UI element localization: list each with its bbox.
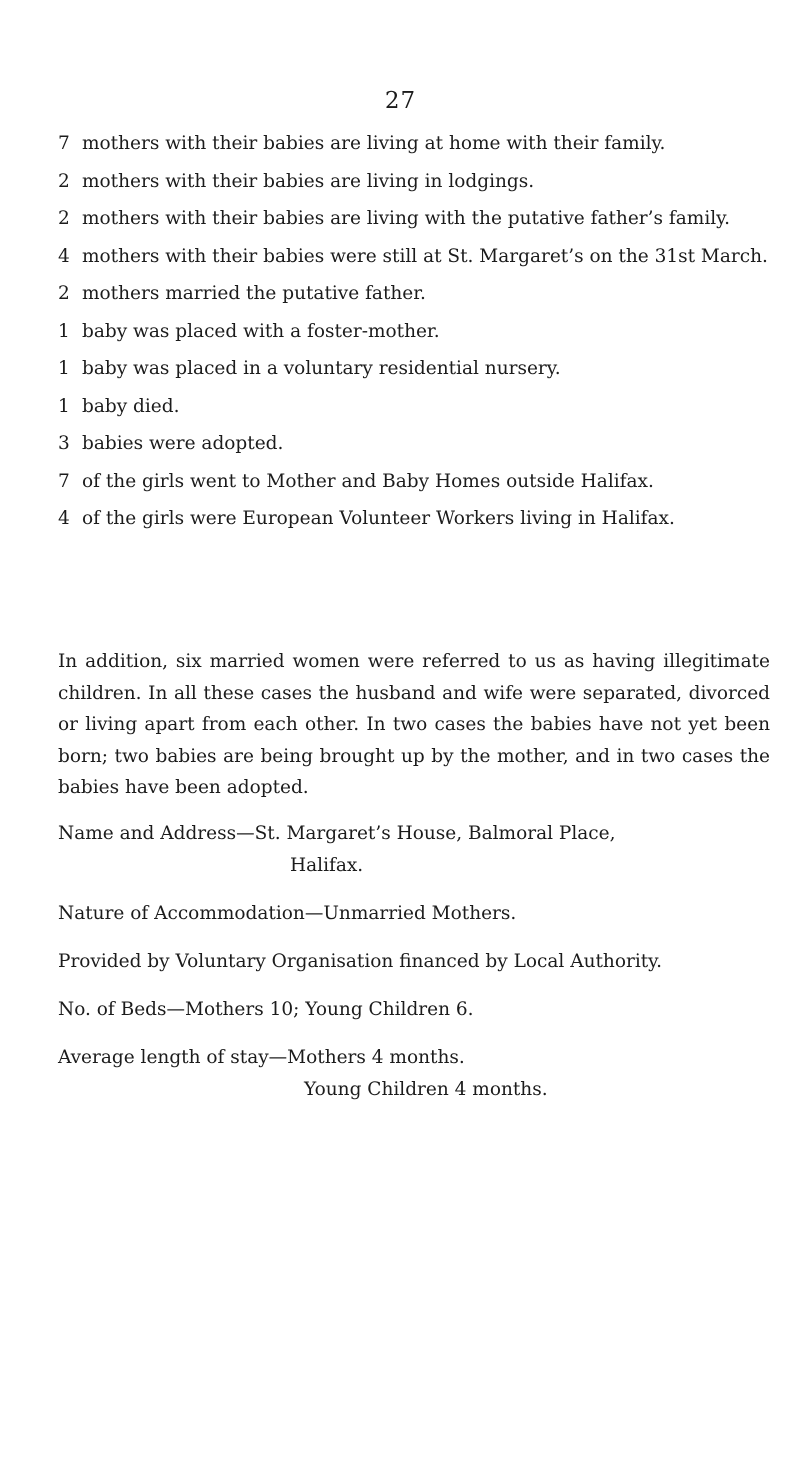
list-item-text: mothers with their babies are living with the putative father’s family. (82, 208, 731, 229)
list-item-text: mothers with their babies are living in lodgings. (82, 170, 535, 192)
list-item-count: 4 (58, 245, 70, 267)
list-item-count: 4 (58, 508, 70, 529)
list-item-count: 1 (58, 395, 70, 417)
list-item (58, 428, 770, 460)
list-item (58, 278, 770, 310)
list-item-text: mothers with their babies were still at St. Margaret’s on the 31st March. (82, 245, 768, 267)
outcomes-list (58, 128, 770, 541)
list-item-text: baby was placed in a voluntary residential nursery. (82, 358, 561, 379)
list-item (58, 203, 770, 235)
list-item (58, 466, 770, 498)
nature-of-accommodation: Nature of Accommodation—Unmarried Mothers. (58, 903, 517, 924)
list-item-text: of the girls went to Mother and Baby Homes outside Halifax. (82, 470, 654, 492)
name-address-line: Name and Address—St. Margaret’s House, Balmoral Place, (58, 823, 616, 844)
list-item-count: 2 (58, 208, 70, 229)
list-item (58, 241, 770, 273)
list-item-count: 3 (58, 433, 70, 454)
home-details (58, 818, 770, 1122)
number-of-beds: No. of Beds—Mothers 10; Young Children 6. (58, 999, 474, 1020)
list-item-count: 2 (58, 170, 70, 192)
list-item-text: babies were adopted. (82, 433, 284, 454)
list-item (58, 128, 770, 160)
average-stay-line: Average length of stay—Mothers 4 months. (58, 1047, 465, 1068)
average-stay-continuation: Young Children 4 months. (304, 1079, 548, 1100)
name-address-continuation: Halifax. (290, 855, 364, 876)
list-item (58, 353, 770, 385)
provided-by: Provided by Voluntary Organisation financed by Local Authority. (58, 951, 663, 972)
list-item-text: mothers with their babies are living at home with their family. (82, 133, 666, 154)
list-item (58, 391, 770, 423)
name-address (58, 818, 770, 882)
list-item-count: 1 (58, 358, 70, 379)
list-item-count: 2 (58, 283, 70, 304)
list-item-text: mothers married the putative father. (82, 283, 426, 304)
list-item-text: of the girls were European Volunteer Workers living in Halifax. (82, 508, 675, 529)
page-number: 27 (384, 88, 417, 114)
list-item (58, 166, 770, 198)
list-item-text: baby was placed with a foster-mother. (82, 320, 440, 342)
list-item-count: 7 (58, 133, 70, 154)
average-stay (58, 1042, 770, 1106)
list-item-text: baby died. (82, 395, 180, 417)
married-women-paragraph: In addition, six married women were referred to us as having illegitimate children. In all these cases the husband and wife were separated, divorced or living apart from each other. In two cases the babies have not yet been born; two babies are being brought up by the mother, and in two cases the babies have been adopted. (58, 651, 770, 798)
list-item-count: 1 (58, 320, 70, 342)
list-item-count: 7 (58, 470, 70, 492)
list-item (58, 316, 770, 348)
list-item (58, 503, 770, 535)
